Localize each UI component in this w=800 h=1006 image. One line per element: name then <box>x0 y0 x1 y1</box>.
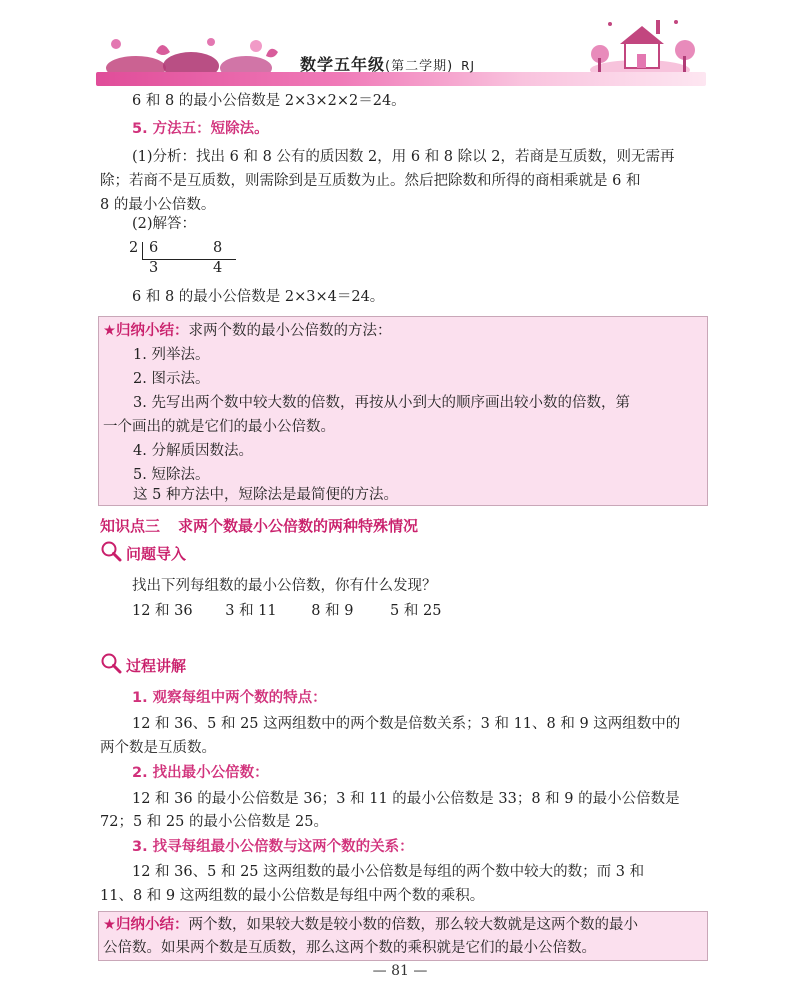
semester: (第二学期) <box>385 59 454 74</box>
summary1-item-4: 4. 分解质因数法。 <box>133 443 253 459</box>
header-title <box>300 52 475 75</box>
method5-analysis-line-1: (1)分析：找出 6 和 8 公有的质因数 2，用 6 和 8 除以 2，若商是互质数，则无需再 <box>132 149 675 165</box>
pair-2: 3 和 11 <box>225 603 277 619</box>
summary1-label: ★归纳小结： <box>103 323 189 339</box>
edition: RJ <box>461 59 476 73</box>
summary1-header <box>103 321 392 341</box>
summary1-item-3: 3. 先写出两个数中较大数的倍数，再按从小到大的顺序画出较小数的倍数，第 <box>133 395 630 411</box>
divisor: 2 <box>129 240 139 256</box>
summary2-line-2: 公倍数。如果两个数是互质数，那么这两个数的乘积就是它们的最小公倍数。 <box>103 940 596 956</box>
summary2-line-1 <box>103 915 638 935</box>
intro-heading: 问题导入 <box>126 545 187 563</box>
dividend-b: 8 <box>213 240 223 256</box>
quotient-b: 4 <box>213 260 223 276</box>
process-heading: 过程讲解 <box>126 657 187 675</box>
pair-1: 12 和 36 <box>132 603 193 619</box>
summary-box-2 <box>98 911 708 961</box>
header-right-decoration <box>580 14 710 80</box>
summary1-conclusion: 这 5 种方法中，短除法是最简便的方法。 <box>133 487 398 503</box>
step2-line-1: 12 和 36 的最小公倍数是 36；3 和 11 的最小公倍数是 33；8 和 9 的最小公倍数是 <box>132 791 680 807</box>
pair-4: 5 和 25 <box>390 603 442 619</box>
section3-heading <box>100 515 418 536</box>
step1-line-1: 12 和 36、5 和 25 这两组数中的两个数是倍数关系；3 和 11、8 和 9 这两组数中的 <box>132 716 681 732</box>
step2-line-2: 72；5 和 25 的最小公倍数是 25。 <box>100 814 329 830</box>
pair-3: 8 和 9 <box>311 603 354 619</box>
method5-result: 6 和 8 的最小公倍数是 2×3×4＝24。 <box>132 289 385 305</box>
short-division-diagram <box>125 240 245 280</box>
book-title: 数学五年级 <box>300 55 386 74</box>
summary2-label: ★归纳小结： <box>103 917 189 933</box>
method4-result: 6 和 8 的最小公倍数是 2×3×2×2＝24。 <box>132 93 406 109</box>
division-vertical-line <box>142 242 143 259</box>
summary1-item-5: 5. 短除法。 <box>133 467 210 483</box>
method5-heading: 5. 方法五：短除法。 <box>132 121 269 137</box>
intro-question: 找出下列每组数的最小公倍数，你有什么发现？ <box>132 578 437 594</box>
section3-label: 知识点三 <box>100 517 161 535</box>
step1-line-2: 两个数是互质数。 <box>100 740 216 756</box>
method5-analysis-line-2: 除；若商不是互质数，则需除到是互质数为止。然后把除数和所得的商相乘就是 6 和 <box>100 173 641 189</box>
method5-analysis-line-3: 8 的最小公倍数。 <box>100 197 216 213</box>
summary1-item-1: 1. 列举法。 <box>133 347 210 363</box>
step3-line-2: 11、8 和 9 这两组数的最小公倍数是每组中两个数的乘积。 <box>100 888 485 904</box>
quotient-a: 3 <box>149 260 159 276</box>
summary1-item-2: 2. 图示法。 <box>133 371 210 387</box>
summary1-item-3-cont: 一个画出的就是它们的最小公倍数。 <box>103 419 335 435</box>
magnifier-icon <box>100 540 122 562</box>
magnifier-icon <box>100 652 122 674</box>
step3-title: 3. 找寻每组最小公倍数与这两个数的关系： <box>132 839 414 855</box>
intro-pairs <box>132 601 441 621</box>
dividend-a: 6 <box>149 240 159 256</box>
section3-title: 求两个数最小公倍数的两种特殊情况 <box>178 517 419 535</box>
method5-answer-label: (2)解答： <box>132 216 197 232</box>
summary2-text-1: 两个数，如果较大数是较小数的倍数，那么较大数就是这两个数的最小 <box>188 917 638 933</box>
page-number: — 81 — <box>372 963 428 979</box>
step1-title: 1. 观察每组中两个数的特点： <box>132 690 327 706</box>
summary1-intro: 求两个数的最小公倍数的方法： <box>188 323 392 339</box>
header <box>0 0 800 95</box>
summary-box-1 <box>98 316 708 506</box>
step3-line-1: 12 和 36、5 和 25 这两组数的最小公倍数是每组的两个数中较大的数；而 3 和 <box>132 864 645 880</box>
step2-title: 2. 找出最小公倍数： <box>132 765 269 781</box>
